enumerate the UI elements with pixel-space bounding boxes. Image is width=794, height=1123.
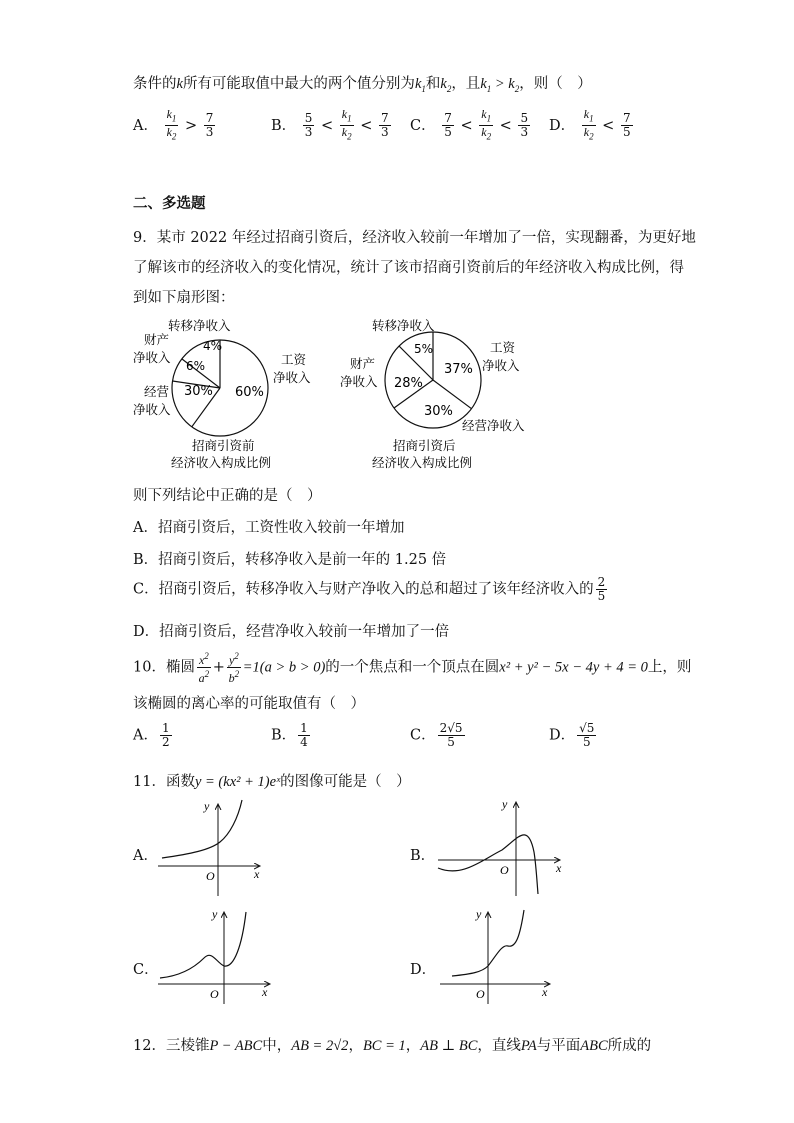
q9-option-c: C．招商引资后，转移净收入与财产净收入的总和超过了该年经济收入的 $\frac{2}{5}$ <box>133 575 606 603</box>
q11-option-c-label: C． <box>133 962 159 978</box>
pie-after-pct-business: 30% <box>424 404 453 419</box>
graph-a-origin: O <box>206 869 215 883</box>
q9-line1: 9．某市 2022 年经过招商引资后，经济收入较前一年增加了一倍，实现翻番，为更好地 <box>133 230 696 246</box>
graph-b-y-label: y <box>502 798 508 811</box>
q11-option-a-label: A． <box>133 848 158 864</box>
graph-c-curve <box>160 912 246 978</box>
q9-line3: 到如下扇形图： <box>133 290 235 306</box>
q11-option-b-label: B． <box>410 848 436 864</box>
pie-before-pct-business: 30% <box>184 384 213 399</box>
graph-a <box>150 798 270 898</box>
pie-before-label-business-2: 净收入 <box>133 402 171 417</box>
q9-prompt: 则下列结论中正确的是（ ） <box>133 488 322 504</box>
section-title: 二、多选题 <box>133 195 206 212</box>
graph-b-origin: O <box>500 863 509 877</box>
pie-before-pct-wage: 60% <box>235 385 264 400</box>
q10-stem: 10．椭圆 $\frac{x^2}{a^2}$ + $\frac{y^2}{b^2}$ =1(a > b > 0)的一个焦点和一个顶点在圆x² + y² − 5x − 4y + 4 = 0上，则 <box>133 651 692 685</box>
graph-b <box>432 798 572 898</box>
graph-d-origin: O <box>476 987 485 1001</box>
pie-after-pct-wage: 37% <box>444 362 473 377</box>
graph-d-y-label: y <box>476 907 482 921</box>
q10-option-c: C． $\frac{2√5}{5}$ <box>410 721 463 749</box>
pie-before-label-property-1: 财产 <box>144 332 170 347</box>
pie-after-label-wage-1: 工资 <box>490 340 516 355</box>
pie-after-caption-2: 经济收入构成比例 <box>372 455 473 470</box>
q8-option-a: A． $\frac{k_1}{k_2}$ > $\frac{7}{3}$ <box>133 107 214 142</box>
graph-c-origin: O <box>210 987 219 1001</box>
pie-before-label-wage-1: 工资 <box>281 352 307 367</box>
q10-option-d: D． $\frac{√5}{5}$ <box>549 721 595 749</box>
q9-option-a: A．招商引资后，工资性收入较前一年增加 <box>133 520 405 536</box>
graph-c-x-label: x <box>262 985 268 999</box>
pie-charts <box>128 312 548 474</box>
graph-a-curve <box>162 800 242 858</box>
pie-before-label-transfer: 转移净收入 <box>168 318 231 333</box>
pie-after-label-property-1: 财产 <box>350 356 376 371</box>
q8-option-b: B． $\frac{5}{3}$ < $\frac{k_1}{k_2}$ < $\frac{7}{3}$ <box>271 107 389 142</box>
q8-option-c: C． $\frac{7}{5}$ < $\frac{k_1}{k_2}$ < $\frac{5}{3}$ <box>410 107 529 142</box>
pie-after-pct-property: 28% <box>394 376 423 391</box>
q12-stem: 12．三棱锥P − ABC中，AB = 2√2，BC = 1，AB ⊥ BC，直线PA与平面ABC所成的 <box>133 1038 652 1054</box>
q9-line2: 了解该市的经济收入的变化情况，统计了该市招商引资前后的年经济收入构成比例，得 <box>133 260 684 276</box>
q11-option-d-label: D． <box>410 962 437 978</box>
graph-a-y-label: y <box>204 799 210 813</box>
pie-after <box>340 318 525 470</box>
pie-before-caption-1: 招商引资前 <box>192 438 255 453</box>
q8-option-d: D． $\frac{k_1}{k_2}$ < $\frac{7}{5}$ <box>549 107 631 142</box>
pie-after-label-property-2: 净收入 <box>340 374 378 389</box>
pie-after-caption-1: 招商引资后 <box>393 438 456 453</box>
pie-before-pct-transfer: 4% <box>203 339 223 353</box>
pie-before <box>133 318 311 470</box>
pie-before-caption-2: 经济收入构成比例 <box>171 455 272 470</box>
graph-c <box>150 906 280 1006</box>
pie-after-label-wage-2: 净收入 <box>482 358 520 373</box>
q8-stem: 条件的k所有可能取值中最大的两个值分别为$k_1$和$k_2$，且$k_1 > k_2$，则（ ） <box>133 76 592 94</box>
graph-c-y-label: y <box>212 907 218 921</box>
pie-before-label-business-1: 经营 <box>144 384 170 399</box>
q9-option-b: B．招商引资后，转移净收入是前一年的 1.25 倍 <box>133 552 447 568</box>
pie-after-label-business: 经营净收入 <box>462 418 525 433</box>
q10-option-a: A． $\frac{1}{2}$ <box>133 721 170 749</box>
q10-line2: 该椭圆的离心率的可能取值有（ ） <box>133 696 365 712</box>
graph-a-x-label: x <box>254 867 260 881</box>
pie-before-label-wage-2: 净收入 <box>273 370 311 385</box>
pie-before-pct-property: 6% <box>186 359 206 373</box>
pie-before-label-property-2: 净收入 <box>133 350 171 365</box>
q10-option-b: B． $\frac{1}{4}$ <box>271 721 308 749</box>
graph-d-x-label: x <box>542 985 548 999</box>
graph-b-curve <box>438 835 538 894</box>
pie-after-label-transfer: 转移净收入 <box>372 318 435 333</box>
q9-option-d: D．招商引资后，经营净收入较前一年增加了一倍 <box>133 624 450 640</box>
q11-stem: 11．函数y = (kx² + 1)eˣ的图像可能是（ ） <box>133 774 411 790</box>
graph-b-x-label: x <box>556 861 562 875</box>
pie-after-pct-transfer: 5% <box>414 342 434 356</box>
graph-d <box>432 906 562 1006</box>
